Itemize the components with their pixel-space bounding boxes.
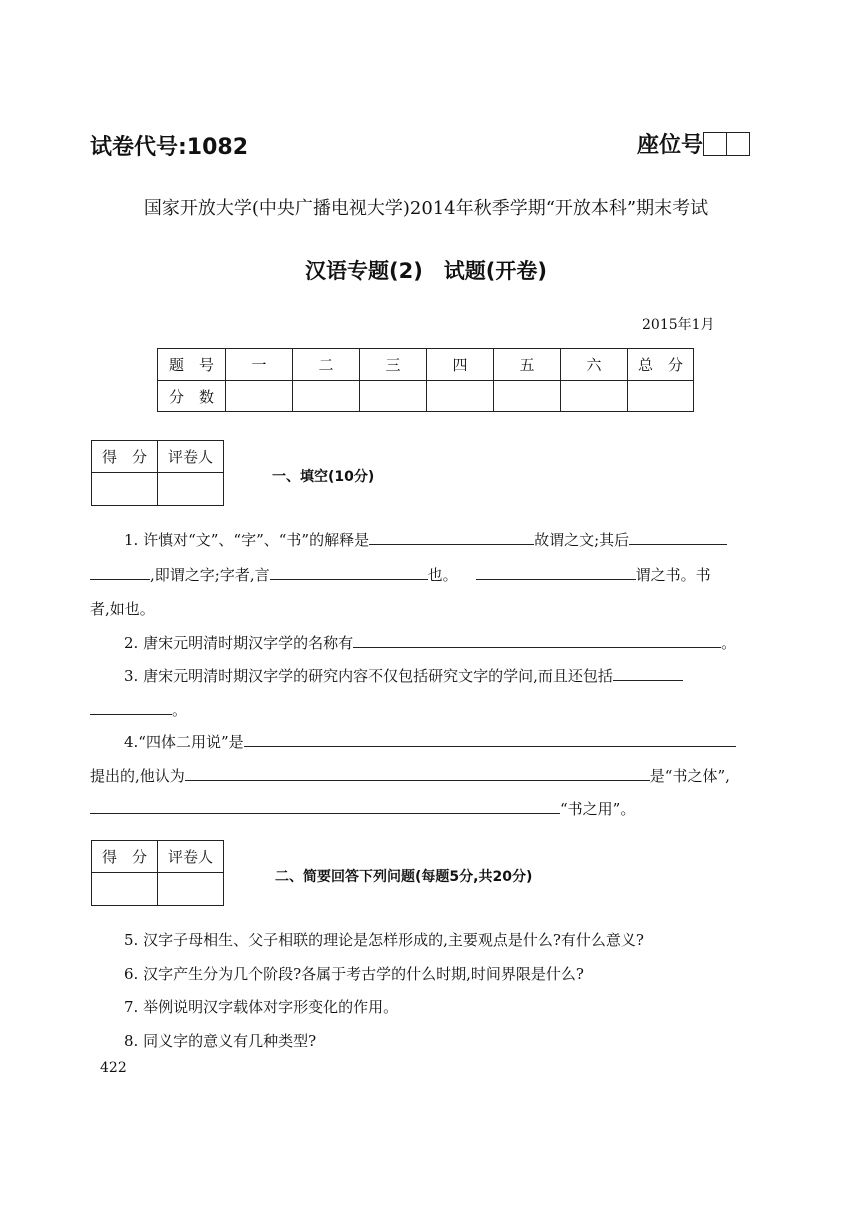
score-cell[interactable] (427, 381, 494, 412)
answer-blank[interactable] (185, 780, 650, 781)
answer-blank[interactable] (270, 579, 428, 580)
exam-code: 试卷代号:1082 (90, 135, 249, 160)
seat-box[interactable] (703, 132, 727, 156)
q3-text: 3. 唐宋元明清时期汉字学的研究内容不仅包括研究文字的学问,而且还包括 (124, 667, 613, 685)
score-cell[interactable] (628, 381, 694, 412)
score-cell[interactable] (360, 381, 427, 412)
question-8: 8. 同义字的意义有几种类型? (124, 1032, 317, 1050)
question-5: 5. 汉字子母相生、父子相联的理论是怎样形成的,主要观点是什么?有什么意义? (124, 931, 644, 949)
question-3-line1 (124, 667, 683, 685)
question-6: 6. 汉字产生分为几个阶段?各属于考古学的什么时期,时间界限是什么? (124, 965, 584, 983)
question-4-line3 (90, 800, 635, 818)
seat-box[interactable] (726, 132, 750, 156)
answer-blank[interactable] (353, 647, 721, 648)
answer-blank[interactable] (244, 746, 736, 747)
question-2 (124, 634, 736, 652)
grader-cell[interactable] (158, 873, 224, 906)
question-1-line2 (90, 566, 711, 584)
q1-text: 1. 许慎对“文”、“字”、“书”的解释是 (124, 531, 370, 549)
question-col: 五 (494, 349, 561, 381)
exam-title: 国家开放大学(中央广播电视大学)2014年秋季学期“开放本科”期末考试 (143, 198, 709, 219)
question-col: 六 (561, 349, 628, 381)
score-cell[interactable] (561, 381, 628, 412)
q1-text: 故谓之文;其后 (534, 531, 630, 549)
seat-number (637, 128, 750, 159)
score-table (157, 348, 694, 412)
question-1-line3: 者,如也。 (90, 600, 155, 618)
section-1-heading: 一、填空(10分) (272, 469, 375, 485)
total-col: 总 分 (628, 349, 694, 381)
seat-label: 座位号 (637, 133, 704, 158)
q4-text: 4.“四体二用说”是 (124, 733, 244, 751)
grader-label: 评卷人 (158, 441, 224, 473)
question-1-line1 (124, 531, 727, 549)
answer-blank[interactable] (369, 544, 534, 545)
question-col: 一 (226, 349, 293, 381)
question-col: 四 (427, 349, 494, 381)
q3-end: 。 (172, 701, 188, 719)
question-col: 二 (293, 349, 360, 381)
q4-text: 提出的,他认为 (90, 767, 185, 785)
answer-blank[interactable] (90, 579, 150, 580)
grader-cell[interactable] (158, 473, 224, 506)
answer-blank[interactable] (90, 813, 560, 814)
q4-text: “书之用”。 (560, 800, 636, 818)
answer-blank[interactable] (613, 680, 683, 681)
score-row-header: 分 数 (158, 381, 226, 412)
score-cell[interactable] (226, 381, 293, 412)
score-table-header: 题 号 (158, 349, 226, 381)
question-7: 7. 举例说明汉字载体对字形变化的作用。 (124, 998, 399, 1016)
page-number: 422 (100, 1060, 127, 1076)
answer-blank[interactable] (629, 544, 727, 545)
question-4-line2 (90, 767, 730, 785)
score-label: 得 分 (92, 441, 158, 473)
question-3-line2 (90, 701, 187, 719)
grader-box (91, 440, 224, 506)
question-col: 三 (360, 349, 427, 381)
q1-text: 谓之书。书 (635, 566, 711, 584)
score-cell[interactable] (293, 381, 360, 412)
answer-blank[interactable] (90, 714, 172, 715)
question-4-line1 (124, 733, 736, 751)
q2-text: 2. 唐宋元明清时期汉字学的名称有 (124, 634, 354, 652)
grader-box (91, 840, 224, 906)
q1-text: ,即谓之字;字者,言 (150, 566, 270, 584)
q4-text: 是“书之体”, (649, 767, 730, 785)
exam-date: 2015年1月 (642, 317, 715, 333)
subject-title: 汉语专题(2) 试题(开卷) (304, 259, 547, 283)
score-cell[interactable] (494, 381, 561, 412)
grader-label: 评卷人 (158, 841, 224, 873)
score-cell[interactable] (92, 873, 158, 906)
score-label: 得 分 (92, 841, 158, 873)
score-cell[interactable] (92, 473, 158, 506)
q1-text: 也。 (427, 566, 458, 584)
q2-end: 。 (721, 634, 737, 652)
section-2-heading: 二、简要回答下列问题(每题5分,共20分) (275, 869, 533, 885)
answer-blank[interactable] (476, 579, 636, 580)
